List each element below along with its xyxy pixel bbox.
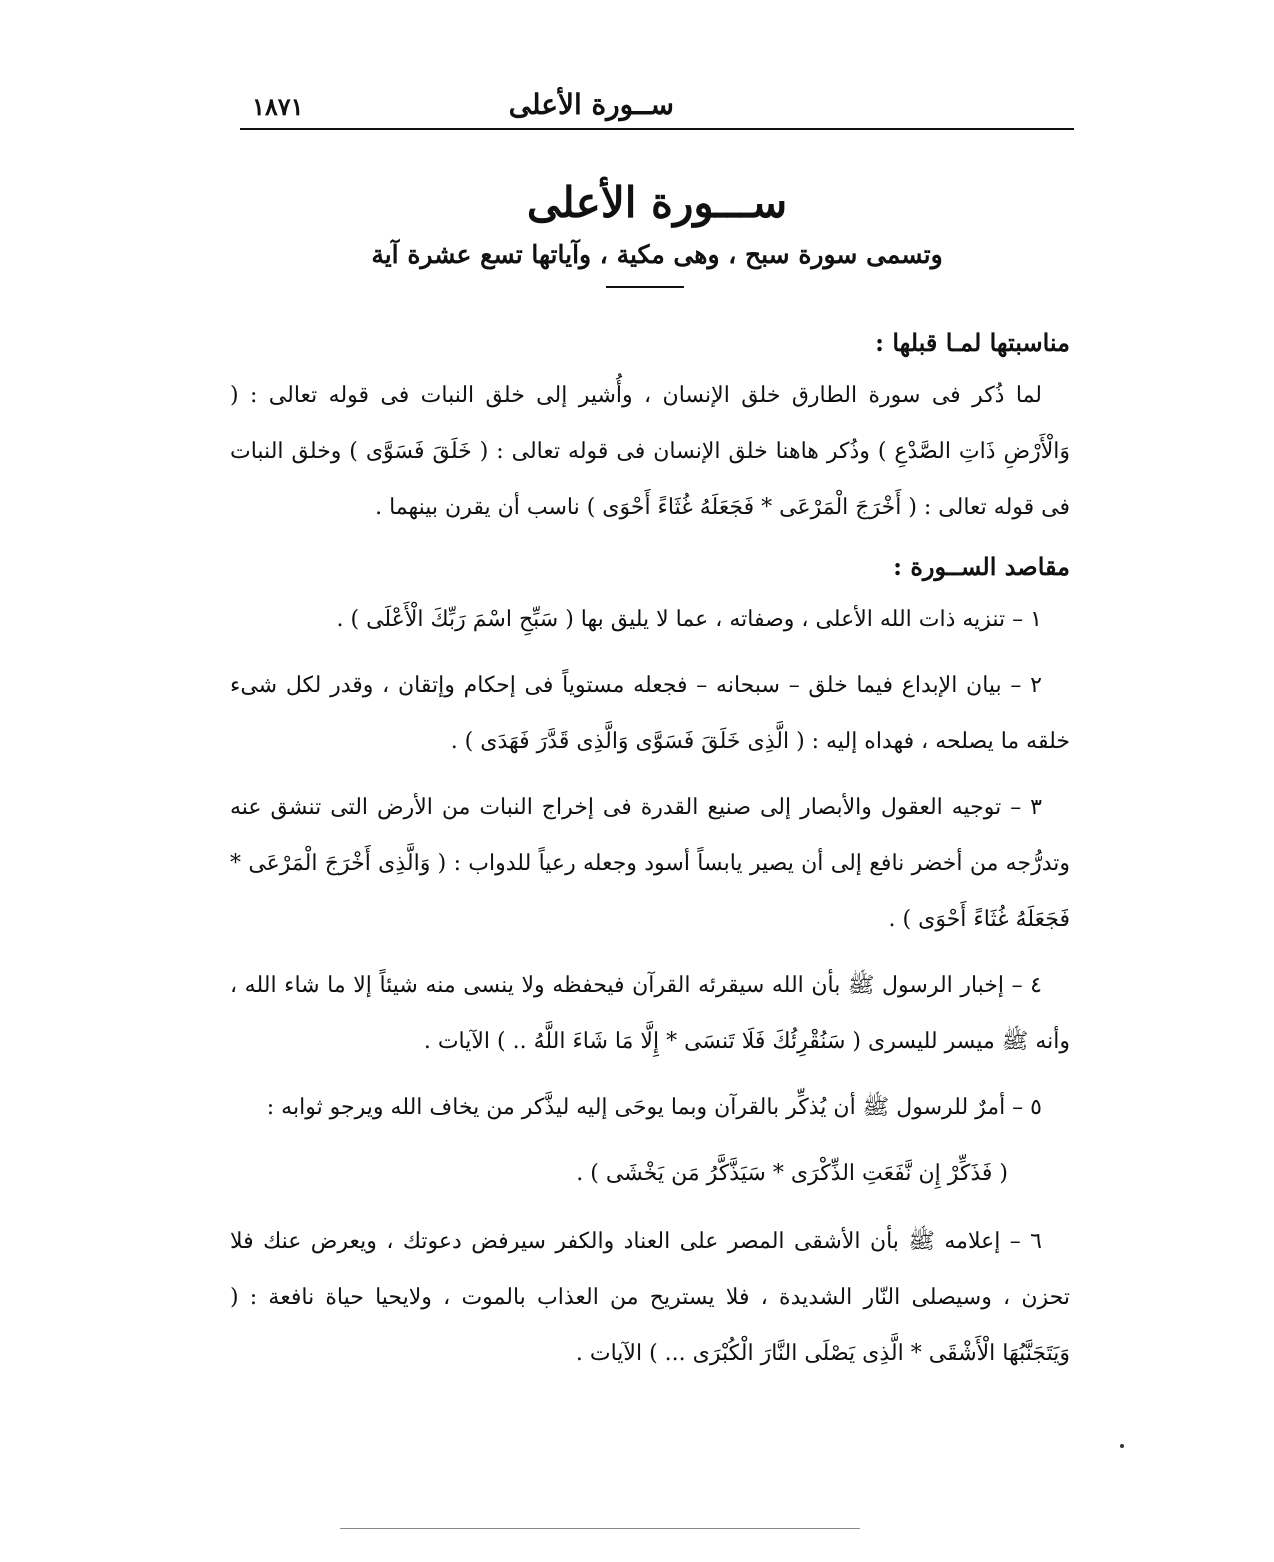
aims-heading: مقاصد الســورة : (893, 552, 1070, 581)
surah-title: ســـورة الأعلى (526, 178, 788, 227)
aim-point-6: ٦ – إعلامه ﷺ بأن الأشقى المصر على العناد والكفر سيرفض دعوتك ، ويعرض عنك فلا تحزن ، وسيصلى النّار الشديدة ، فلا يستريح من العذاب بالموت ، ولايحيا حياة نافعة : ( وَيَتَجَنَّبُهَا الْأَشْقَى * الَّذِى يَصْلَى النَّارَ الْكُبْرَى ... ) الآيات . (230, 1229, 1070, 1366)
relation-paragraph: لما ذُكر فى سورة الطارق خلق الإنسان ، وأُشير إلى خلق النبات فى قوله تعالى : ( وَالْأَرْضِ ذَاتِ الصَّدْعِ ) وذُكر هاهنا خلق الإنسان فى قوله تعالى : ( خَلَقَ فَسَوَّى ) وخلق النبات فى قوله تعالى : ( أَخْرَجَ الْمَرْعَى * فَجَعَلَهُ غُثَاءً أَحْوَى ) ناسب أن يقرن بينهما . (230, 383, 1070, 520)
title-divider (606, 286, 684, 288)
aim-point-3: ٣ – توجيه العقول والأبصار إلى صنيع القدرة فى إخراج النبات من الأرض التى تنشق عنه وتدرُّجه من أخضر نافع إلى أن يصير يابساً أسود وجعله رعياً للدواب : ( وَالَّذِى أَخْرَجَ الْمَرْعَى * فَجَعَلَهُ غُثَاءً أَحْوَى ) . (230, 795, 1070, 932)
aim-point-5-ayah: ( فَذَكِّرْ إِن نَّفَعَتِ الذِّكْرَى * سَيَذَّكَّرُ مَن يَخْشَى ) . (576, 1161, 1008, 1186)
aim-point-2: ٢ – بيان الإبداع فيما خلق – سبحانه – فجعله مستوياً فى إحكام وإتقان ، وقدر لكل شىء خلقه ما يصلحه ، فهداه إليه : ( الَّذِى خَلَقَ فَسَوَّى وَالَّذِى قَدَّرَ فَهَدَى ) . (230, 673, 1070, 754)
aim-point-4: ٤ – إخبار الرسول ﷺ بأن الله سيقرئه القرآن فيحفظه ولا ينسى منه شيئاً إلا ما شاء الله ، وأنه ﷺ ميسر لليسرى ( سَنُقْرِئُكَ فَلَا تَنسَى * إِلَّا مَا شَاءَ اللَّهُ .. ) الآيات . (230, 973, 1070, 1054)
running-header (240, 88, 1074, 128)
running-title: ســورة الأعلى (508, 88, 674, 121)
scan-mark (1120, 1444, 1124, 1448)
page-number: ١٨٧١ (252, 92, 304, 121)
page-body (230, 318, 1070, 1392)
surah-subtitle: وتسمى سورة سبح ، وهى مكية ، وآياتها تسع عشرة آية (371, 240, 943, 269)
aim-point-5: ٥ – أمرٌ للرسول ﷺ أن يُذكِّر بالقرآن وبما يوحَى إليه ليذَّكر من يخاف الله ويرجو ثوابه : (266, 1095, 1042, 1120)
header-rule (240, 128, 1074, 130)
bottom-scan-line (340, 1528, 860, 1529)
aim-point-1: ١ – تنزيه ذات الله الأعلى ، وصفاته ، عما لا يليق بها ( سَبِّحِ اسْمَ رَبِّكَ الْأَعْلَى ) . (336, 607, 1042, 632)
relation-heading: مناسبتها لمـا قبلها : (875, 328, 1070, 357)
